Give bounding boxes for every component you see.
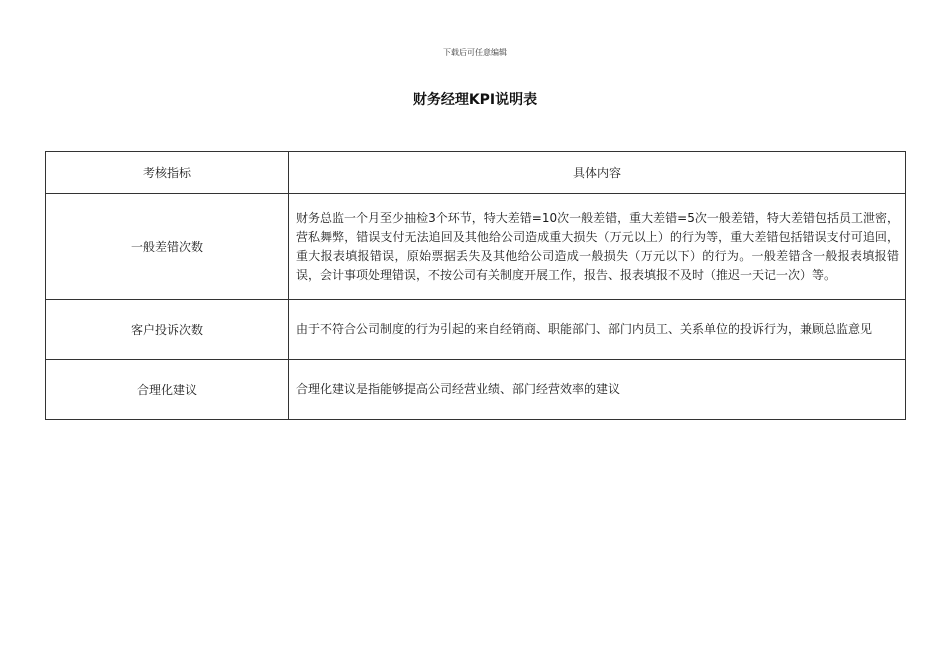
table-row — [46, 360, 906, 420]
table-header-row — [46, 152, 906, 194]
header-note: 下载后可任意编辑 — [443, 48, 507, 57]
column-header-indicator: 考核指标 — [46, 152, 289, 194]
kpi-table — [45, 151, 906, 420]
content-cell: 合理化建议是指能够提高公司经营业绩、部门经营效率的建议 — [289, 360, 906, 420]
indicator-cell: 一般差错次数 — [46, 194, 289, 300]
indicator-cell: 合理化建议 — [46, 360, 289, 420]
table-row — [46, 194, 906, 300]
content-cell: 财务总监一个月至少抽检3个环节，特大差错=10次一般差错，重大差错=5次一般差错，特大差错包括员工泄密，营私舞弊，错误支付无法追回及其他给公司造成重大损失（万元以上）的行为等，重大差错包括错误支付可追回，重大报表填报错误，原始票据丢失及其他给公司造成一般损失（万元以下）的行为。一般差错含一般报表填报错误，会计事项处理错误，不按公司有关制度开展工作，报告、报表填报不及时（推迟一天记一次）等。 — [289, 194, 906, 300]
column-header-content: 具体内容 — [289, 152, 906, 194]
content-cell: 由于不符合公司制度的行为引起的来自经销商、职能部门、部门内员工、关系单位的投诉行为，兼顾总监意见 — [289, 300, 906, 360]
indicator-cell: 客户投诉次数 — [46, 300, 289, 360]
document-title: 财务经理KPI说明表 — [412, 92, 538, 108]
table-row — [46, 300, 906, 360]
